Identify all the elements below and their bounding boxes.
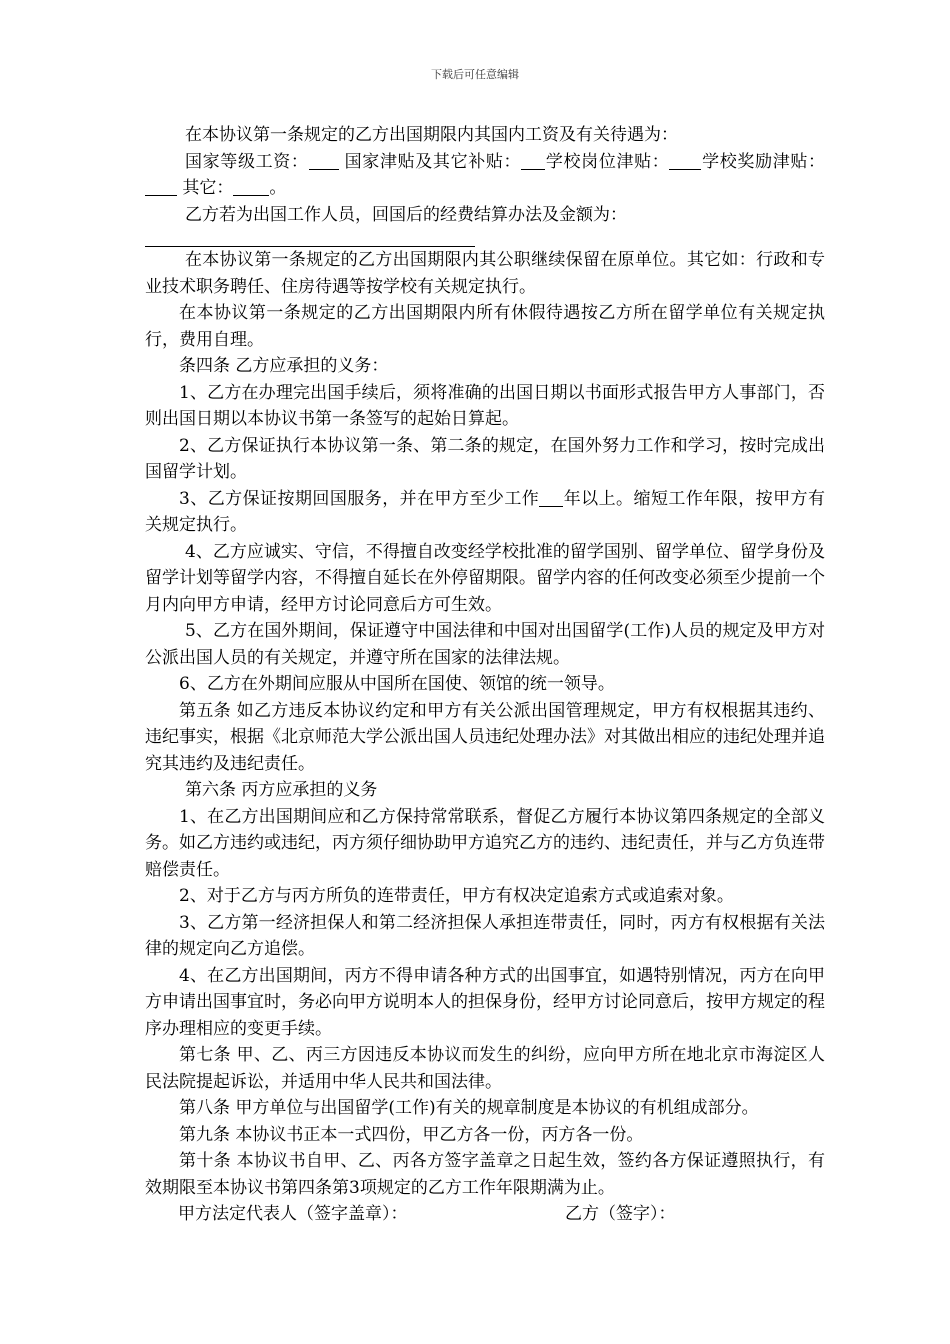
article-4-item-3-end: 年以上。缩短工作年限，按甲方有关规定执行。 — [145, 488, 825, 535]
article-6-title: 第六条 丙方应承担的义务 — [185, 780, 378, 800]
blank-work-years — [539, 488, 563, 507]
label-school-post: 学校岗位津贴： — [545, 151, 670, 172]
blank-other — [233, 177, 269, 196]
paragraph-vacation: 在本协议第一条规定的乙方出国期限内所有休假待遇按乙方所在留学单位有关规定执行，费用自理。 — [145, 303, 825, 350]
salary-end-period: 。 — [269, 178, 287, 198]
page-header-note: 下载后可任意编辑 — [431, 68, 519, 81]
article-8: 第八条 甲方单位与出国留学(工作)有关的规章制度是本协议的有机组成部分。 — [179, 1098, 759, 1118]
label-school-award: 学校奖励津贴： — [701, 151, 826, 172]
article-4-item-5: 5、乙方在国外期间，保证遵守中国法律和中国对出国留学(工作)人员的规定及甲方对公派出国人员的有关规定，并遵守所在国家的法律法规。 — [145, 621, 825, 668]
article-4-title: 条四条 乙方应承担的义务： — [179, 356, 389, 376]
blank-settlement-line — [145, 228, 475, 247]
article-6-item-1: 1、在乙方出国期间应和乙方保持常常联系，督促乙方履行本协议第四条规定的全部义务。如乙方违约或违纪，丙方须仔细协助甲方追究乙方的违约、违纪责任，并与乙方负连带赔偿责任。 — [145, 806, 825, 880]
blank-school-post — [669, 151, 701, 170]
article-6-item-3: 3、乙方第一经济担保人和第二经济担保人承担连带责任，同时，丙方有权根据有关法律的规定向乙方追偿。 — [145, 912, 825, 959]
article-7: 第七条 甲、乙、丙三方因违反本协议而发生的纠纷，应向甲方所在地北京市海淀区人民法院提起诉讼，并适用中华人民共和国法律。 — [145, 1045, 825, 1092]
article-5: 第五条 如乙方违反本协议约定和甲方有关公派出国管理规定，甲方有权根据其违约、违纪事实，根据《北京师范大学公派出国人员违纪处理办法》对其做出相应的违纪处理并追究其违约及违纪责任。 — [145, 700, 825, 774]
article-4-item-3-start: 3、乙方保证按期回国服务，并在甲方至少工作 — [179, 488, 540, 509]
blank-school-award — [145, 177, 177, 196]
agreement-body — [145, 122, 825, 1201]
article-6-item-2: 2、对于乙方与丙方所负的连带责任，甲方有权决定追索方式或追索对象。 — [179, 886, 734, 906]
paragraph-domestic-salary: 在本协议第一条规定的乙方出国期限内其国内工资及有关待遇为： — [185, 125, 678, 145]
paragraph-salary-fields — [145, 149, 825, 202]
blank-national-allowance — [521, 151, 545, 170]
label-national-allowance: 国家津贴及其它补贴： — [338, 151, 522, 172]
label-national-salary: 国家等级工资： — [185, 151, 309, 172]
article-10: 第十条 本协议书自甲、乙、丙各方签字盖章之日起生效，签约各方保证遵照执行，有效期限至本协议书第四条第3项规定的乙方工作年限期满为止。 — [145, 1151, 825, 1198]
blank-national-salary — [309, 151, 339, 170]
article-4-item-2: 2、乙方保证执行本协议第一条、第二条的规定，在国外努力工作和学习，按时完成出国留学计划。 — [145, 435, 825, 482]
article-9: 第九条 本协议书正本一式四份，甲乙方各一份，丙方各一份。 — [179, 1124, 644, 1145]
paragraph-post-retained: 在本协议第一条规定的乙方出国期限内其公职继续保留在原单位。其它如：行政和专业技术职务聘任、住房待遇等按学校有关规定执行。 — [145, 250, 825, 297]
label-other: 其它： — [177, 178, 234, 198]
article-4-item-4: 4、乙方应诚实、守信，不得擅自改变经学校批准的留学国别、留学单位、留学身份及留学计划等留学内容，不得擅自延长在外停留期限。留学内容的任何改变必须至少提前一个月内向甲方申请，经甲方讨论同意后方可生效。 — [145, 541, 825, 615]
article-6-item-4: 4、在乙方出国期间，丙方不得申请各种方式的出国事宜，如遇特别情况，丙方在向甲方申请出国事宜时，务必向甲方说明本人的担保身份，经甲方讨论同意后，按甲方规定的程序办理相应的变更手续。 — [145, 965, 825, 1039]
party-a-signature-label: 甲方法定代表人（签字盖章）： — [178, 1204, 408, 1224]
article-4-item-1: 1、乙方在办理完出国手续后，须将准确的出国日期以书面形式报告甲方人事部门，否则出国日期以本协议书第一条签写的起始日算起。 — [145, 382, 825, 429]
article-4-item-6: 6、乙方在外期间应服从中国所在国使、领馆的统一领导。 — [179, 674, 615, 694]
paragraph-settlement: 乙方若为出国工作人员，回国后的经费结算办法及金额为： — [185, 204, 627, 225]
article-4-item-3 — [145, 486, 825, 539]
party-b-signature-label: 乙方（签字）： — [565, 1204, 676, 1224]
